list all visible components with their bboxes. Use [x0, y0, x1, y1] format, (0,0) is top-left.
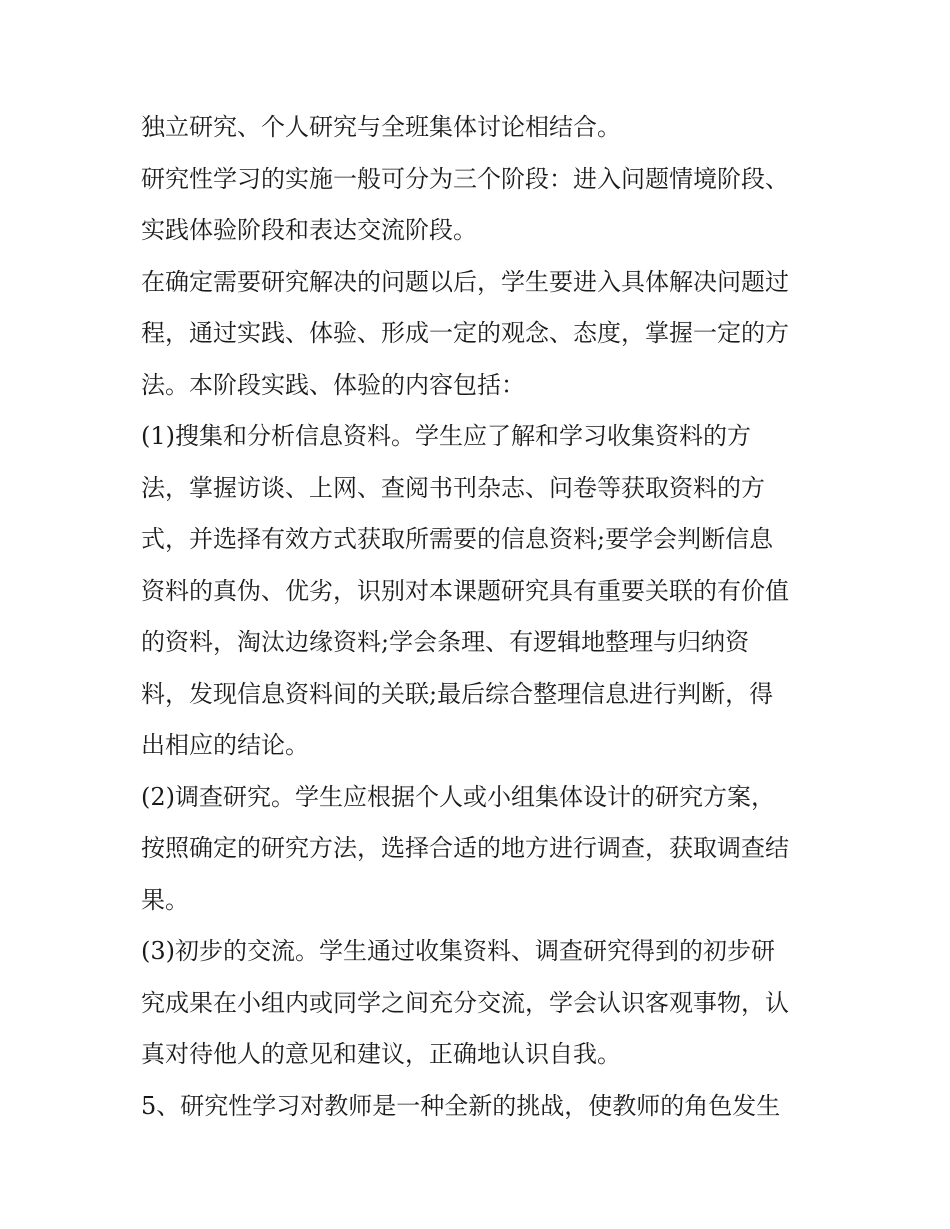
text-line: 法，掌握访谈、上网、查阅书刊杂志、问卷等获取资料的方 [141, 473, 765, 502]
text-line: 5、研究性学习对教师是一种全新的挑战，使教师的角色发生 [141, 1091, 781, 1120]
text-line: 独立研究、个人研究与全班集体讨论相结合。 [141, 113, 621, 141]
text-line: (3)初步的交流。学生通过收集资料、调查研究得到的初步研 [141, 937, 775, 965]
text-line: 的资料，淘汰边缘资料;学会条理、有逻辑地整理与归纳资 [141, 628, 750, 656]
document-body [141, 108, 821, 1125]
text-line: 果。 [141, 885, 189, 914]
text-line: 实践体验阶段和表达交流阶段。 [141, 216, 477, 244]
text-line: 在确定需要研究解决的问题以后，学生要进入具体解决问题过 [141, 267, 789, 296]
text-line: 出相应的结论。 [141, 731, 309, 759]
text-line: 式，并选择有效方式获取所需要的信息资料;要学会判断信息 [141, 525, 774, 553]
text-line: 究成果在小组内或同学之间充分交流，学会认识客观事物，认 [141, 988, 789, 1017]
text-line: 按照确定的研究方法，选择合适的地方进行调查，获取调查结 [141, 834, 789, 862]
text-line: 法。本阶段实践、体验的内容包括： [141, 370, 525, 399]
text-line: (1)搜集和分析信息资料。学生应了解和学习收集资料的方 [141, 422, 751, 450]
text-line: 程，通过实践、体验、形成一定的观念、态度，掌握一定的方 [141, 319, 789, 347]
text-line: 料，发现信息资料间的关联;最后综合整理信息进行判断，得 [141, 679, 774, 708]
text-line: 研究性学习的实施一般可分为三个阶段：进入问题情境阶段、 [141, 164, 789, 193]
text-line: (2)调查研究。学生应根据个人或小组集体设计的研究方案， [141, 782, 775, 811]
text-line: 资料的真伪、优劣，识别对本课题研究具有重要关联的有价值 [141, 576, 789, 605]
text-line: 真对待他人的意见和建议，正确地认识自我。 [141, 1040, 621, 1068]
